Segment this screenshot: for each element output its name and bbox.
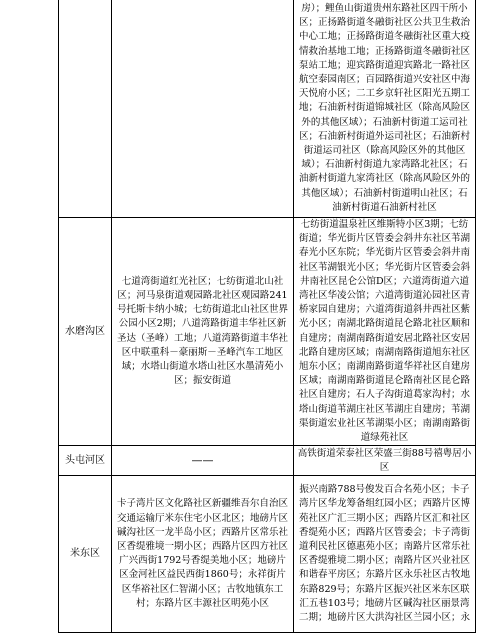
district-cell: 头屯河区 xyxy=(59,446,112,476)
district-cell: 水磨沟区 xyxy=(59,218,112,446)
table-row xyxy=(59,218,476,446)
area-cell-right: 房）；鲤鱼山街道贵州东路社区四干所小区；正扬路街道冬融街社区公共卫生救治中心工地；正扬路街道冬融街社区重大疫情救治基地工地；正扬路街道冬融街社区泵站工地；迎宾路街道迎宾路北一路社区航空泰园南区；百园路街道兴安社区中海天悦府小区；二工乡京轩社区阳光五期工地；石油新村街道锦城社区（除高风险区外的其他区域）；石油新村街道工运司社区；石油新村街道外运司社区；石油新村街道运司社区（除高风险区外的其他区域）；石油新村街道九家湾路北社区；石油新村街道九家湾社区（除高风险区外的其他区域）；石油新村街道明山社区；石油新村街道石油新村社区 xyxy=(294,0,476,218)
risk-area-table xyxy=(58,0,476,633)
area-cell-left: 卡子湾片区文化路社区新疆维吾尔自治区交通运输厅米东住宅小区北区；地磅片区碱沟社区一龙半岛小区；西路片区常乐社区香缇雅境一期小区；西路片区四方社区广兴西街1792号香缇美地小区；地磅片区金河社区益民西街1860号；永祥街片区华裕社区仁智湖小区；古牧地镇东工村；东路片区丰源社区明苑小区 xyxy=(112,476,294,633)
table-row xyxy=(59,446,476,476)
area-cell-left: —— xyxy=(112,446,294,476)
table-row xyxy=(59,476,476,633)
area-cell-left xyxy=(112,0,294,218)
table-row xyxy=(59,0,476,218)
district-cell: 米东区 xyxy=(59,476,112,633)
area-cell-right: 振兴南路788号俊发百合名苑小区；卡子湾片区华龙筹备组红园小区；西路片区博苑社区广汇三期小区；西路片区汇和社区香缇苑小区；西路片区管委会；卡子湾街道利民社区德惠苑小区；南路片区常乐社区香缇雅境二期小区；南路片区兴业社区和谐春平房区；东路片区永乐社区古牧地东路829号；东路片区振兴社区米东区联汇五巷103号；地磅片区碱沟社区丽景湾二期；地磅片区大洪沟社区兰园小区；永 xyxy=(294,476,476,633)
area-cell-right: 七纺街道温泉社区维斯特小区3期；七纺街道；华光街片区管委会斜井东社区苇湖春光小区东院；华光街片区管委会斜井南社区苇湖银光小区；华光街片区管委会斜井南社区昆仑公馆D区；六道湾街道六道湾社区华凌公馆；六道湾街道沁园社区青桥家园自建房；六道湾街道斜井西社区紫光小区；南湖北路街道昆仑路北社区顺和自建房；南湖南路街道安居北路社区安居北路自建房区域；南湖南路街道旭东社区旭东小区；南湖南路街道华祥社区自建房区域；南湖南路街道昆仑路南社区昆仑路社区自建房；石人子沟街道葛家沟村；水塔山街道苇湖庄社区苇湖庄自建房；苇湖渠街道宏业社区苇湖渠小区；南湖南路街道绿苑社区 xyxy=(294,218,476,446)
area-cell-left: 七道湾街道红光社区；七纺街道北山社区；河马泉街道观园路北社区观园路241号托斯卡纳小城；七纺街道北山社区世界公园小区2期；八道湾路街道丰华社区新圣达（圣峰）工地；八道湾路街道丰华社区中联重科－豪丽斯－圣峰汽车工地区域；水塔山街道水塔山社区水墨清苑小区；振安街道 xyxy=(112,218,294,446)
district-cell xyxy=(59,0,112,218)
area-cell-right: 高铁街道荣泰社区荣盛三街88号禧粤居小区 xyxy=(294,446,476,476)
